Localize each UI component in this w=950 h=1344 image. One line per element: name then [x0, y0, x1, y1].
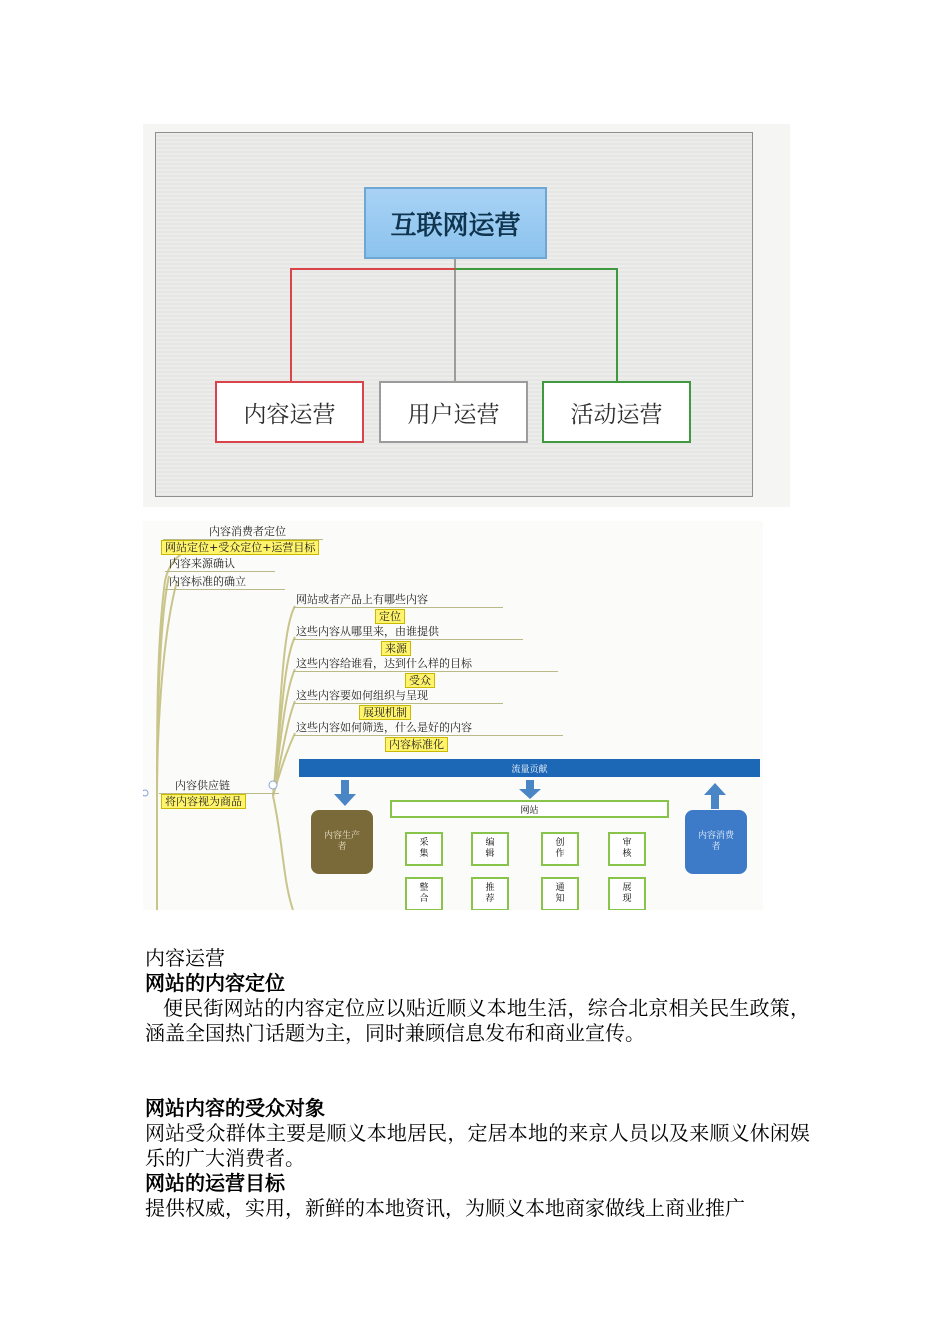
mind-map-tag: 展现机制 — [359, 705, 411, 720]
paragraph-audience: 网站受众群体主要是顺义本地居民，定居本地的来京人员以及来顺义休闲娱乐的广大消费者。 — [145, 1121, 810, 1170]
org-chart-node-user: 用户运营 — [379, 381, 528, 443]
flow-step: 采集 — [405, 832, 443, 866]
mind-map-node-standard: 内容标准的确立 — [169, 575, 246, 588]
paragraph-operation-goal: 提供权威，实用，新鲜的本地资讯，为顺义本地商家做线上商业推广 — [145, 1196, 745, 1220]
paragraph-content-positioning: 便民街网站的内容定位应以贴近顺义本地生活，综合北京相关民生政策，涵盖全国热门话题为主，同时兼顾信息发布和商业宣传。 — [145, 996, 810, 1045]
org-chart-figure — [143, 124, 790, 507]
org-chart-node-activity: 活动运营 — [542, 381, 691, 443]
mind-map-tag: 定位 — [375, 609, 405, 624]
mind-map-node-consumer-positioning: 内容消费者定位 — [209, 525, 286, 538]
heading-audience: 网站内容的受众对象 — [145, 1096, 325, 1120]
heading-operation-goal: 网站的运营目标 — [145, 1171, 285, 1195]
flow-step: 推荐 — [471, 877, 509, 910]
flow-step: 审核 — [608, 832, 646, 866]
mind-map-node-source: 内容来源确认 — [169, 557, 235, 570]
content-consumer-box: 内容消费者 — [685, 810, 747, 874]
traffic-contribution-bar: 流量贡献 — [299, 759, 760, 777]
flow-step: 编辑 — [471, 832, 509, 866]
flow-step: 展现 — [608, 877, 646, 910]
flow-step: 通知 — [541, 877, 579, 910]
website-box: 网站 — [390, 800, 669, 818]
mind-map-question: 这些内容从哪里来，由谁提供 — [296, 625, 439, 638]
mind-map-tag: 内容标准化 — [385, 737, 448, 752]
content-producer-box: 内容生产者 — [311, 810, 373, 874]
org-chart-root: 互联网运营 — [364, 187, 547, 259]
mind-map-question: 这些内容如何筛选，什么是好的内容 — [296, 721, 472, 734]
mind-map-question: 网站或者产品上有哪些内容 — [296, 593, 428, 606]
flow-step: 创作 — [541, 832, 579, 866]
org-chart-connectors — [143, 124, 790, 507]
org-chart-node-content: 内容运营 — [215, 381, 364, 443]
section-title: 内容运营 — [145, 946, 225, 970]
flow-arrows — [143, 521, 763, 910]
mind-map-tag: 受众 — [405, 673, 435, 688]
mind-map-tag-commodity: 将内容视为商品 — [161, 794, 246, 809]
mind-map-node-supply-chain: 内容供应链 — [175, 779, 230, 792]
mind-map-question: 这些内容要如何组织与呈现 — [296, 689, 428, 702]
mind-map-tag: 来源 — [381, 641, 411, 656]
flow-step: 整合 — [405, 877, 443, 910]
mind-map-tag-positioning: 网站定位+受众定位+运营目标 — [161, 540, 319, 555]
mind-map-question: 这些内容给谁看，达到什么样的目标 — [296, 657, 472, 670]
mind-map-figure — [143, 521, 763, 910]
heading-content-positioning: 网站的内容定位 — [145, 971, 285, 995]
